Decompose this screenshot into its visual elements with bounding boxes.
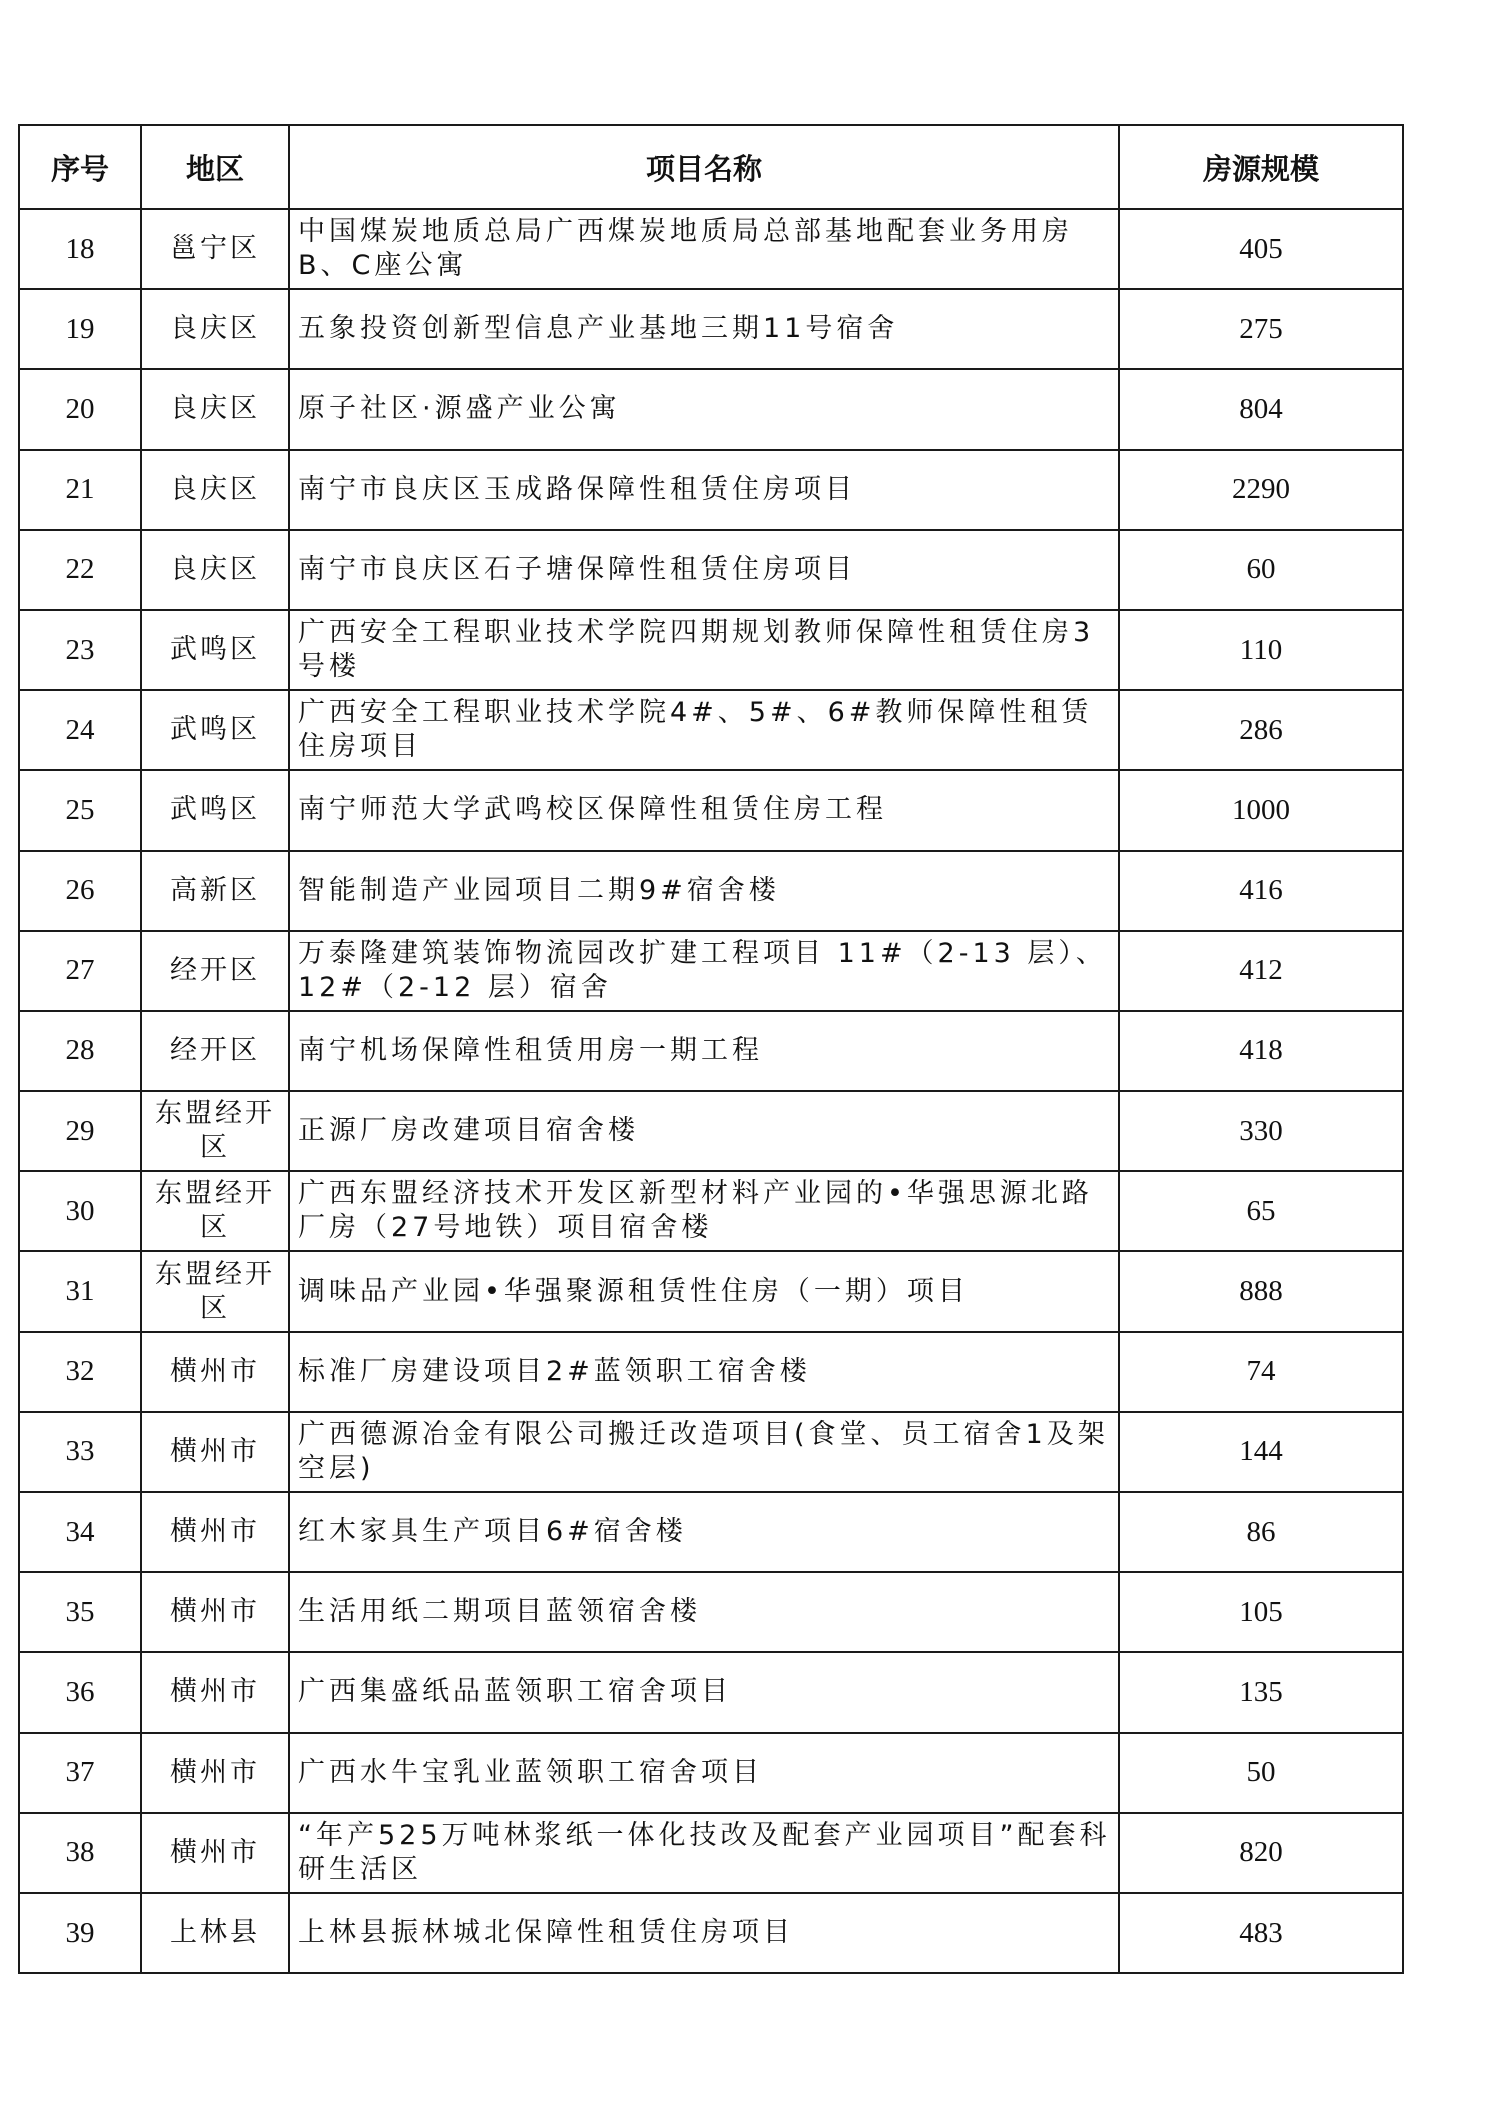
row-housing-scale: 483 — [1119, 1893, 1403, 1973]
row-region: 邕宁区 — [141, 209, 289, 289]
row-project-name: 南宁机场保障性租赁用房一期工程 — [289, 1011, 1119, 1091]
row-housing-scale: 1000 — [1119, 770, 1403, 850]
table-header — [19, 125, 1403, 209]
table-row — [19, 1412, 1403, 1492]
row-project-name: 调味品产业园•华强聚源租赁性住房（一期）项目 — [289, 1251, 1119, 1331]
row-serial-number: 35 — [19, 1572, 141, 1652]
table-row — [19, 1572, 1403, 1652]
header-housing-scale: 房源规模 — [1119, 125, 1403, 209]
housing-project-table — [18, 124, 1404, 1974]
row-region: 横州市 — [141, 1652, 289, 1732]
row-region: 武鸣区 — [141, 770, 289, 850]
row-housing-scale: 65 — [1119, 1171, 1403, 1251]
table-row — [19, 1011, 1403, 1091]
row-region: 横州市 — [141, 1813, 289, 1893]
table-row — [19, 1652, 1403, 1732]
row-housing-scale: 144 — [1119, 1412, 1403, 1492]
row-project-name: 广西安全工程职业技术学院四期规划教师保障性租赁住房3号楼 — [289, 610, 1119, 690]
row-housing-scale: 135 — [1119, 1652, 1403, 1732]
row-serial-number: 23 — [19, 610, 141, 690]
row-housing-scale: 105 — [1119, 1572, 1403, 1652]
row-serial-number: 38 — [19, 1813, 141, 1893]
table-row — [19, 1171, 1403, 1251]
row-project-name: 广西水牛宝乳业蓝领职工宿舍项目 — [289, 1733, 1119, 1813]
row-project-name: 南宁市良庆区玉成路保障性租赁住房项目 — [289, 450, 1119, 530]
row-project-name: 正源厂房改建项目宿舍楼 — [289, 1091, 1119, 1171]
table-row — [19, 289, 1403, 369]
row-serial-number: 39 — [19, 1893, 141, 1973]
row-project-name: 智能制造产业园项目二期9#宿舍楼 — [289, 851, 1119, 931]
row-region: 上林县 — [141, 1893, 289, 1973]
row-region: 经开区 — [141, 931, 289, 1011]
row-housing-scale: 330 — [1119, 1091, 1403, 1171]
table-row — [19, 1492, 1403, 1572]
row-serial-number: 26 — [19, 851, 141, 931]
row-project-name: 生活用纸二期项目蓝领宿舍楼 — [289, 1572, 1119, 1652]
table-row — [19, 931, 1403, 1011]
row-serial-number: 29 — [19, 1091, 141, 1171]
row-serial-number: 27 — [19, 931, 141, 1011]
row-region: 东盟经开区 — [141, 1171, 289, 1251]
header-serial-number: 序号 — [19, 125, 141, 209]
header-row — [19, 125, 1403, 209]
row-housing-scale: 275 — [1119, 289, 1403, 369]
row-serial-number: 37 — [19, 1733, 141, 1813]
row-region: 良庆区 — [141, 369, 289, 449]
table-row — [19, 851, 1403, 931]
row-housing-scale: 286 — [1119, 690, 1403, 770]
row-serial-number: 24 — [19, 690, 141, 770]
row-region: 良庆区 — [141, 450, 289, 530]
row-region: 经开区 — [141, 1011, 289, 1091]
row-project-name: 南宁市良庆区石子塘保障性租赁住房项目 — [289, 530, 1119, 610]
table-body — [19, 209, 1403, 1973]
row-housing-scale: 418 — [1119, 1011, 1403, 1091]
row-serial-number: 28 — [19, 1011, 141, 1091]
table-row — [19, 369, 1403, 449]
row-serial-number: 19 — [19, 289, 141, 369]
housing-project-table-sheet — [18, 124, 1402, 1974]
table-row — [19, 690, 1403, 770]
row-housing-scale: 50 — [1119, 1733, 1403, 1813]
table-row — [19, 1733, 1403, 1813]
row-region: 良庆区 — [141, 530, 289, 610]
row-serial-number: 22 — [19, 530, 141, 610]
row-region: 横州市 — [141, 1492, 289, 1572]
table-row — [19, 1251, 1403, 1331]
row-housing-scale: 888 — [1119, 1251, 1403, 1331]
row-project-name: 中国煤炭地质总局广西煤炭地质局总部基地配套业务用房B、C座公寓 — [289, 209, 1119, 289]
row-serial-number: 20 — [19, 369, 141, 449]
row-housing-scale: 110 — [1119, 610, 1403, 690]
row-serial-number: 36 — [19, 1652, 141, 1732]
row-serial-number: 34 — [19, 1492, 141, 1572]
table-row — [19, 209, 1403, 289]
table-row — [19, 1813, 1403, 1893]
row-housing-scale: 412 — [1119, 931, 1403, 1011]
row-region: 武鸣区 — [141, 610, 289, 690]
row-region: 横州市 — [141, 1733, 289, 1813]
row-project-name: 五象投资创新型信息产业基地三期11号宿舍 — [289, 289, 1119, 369]
table-row — [19, 610, 1403, 690]
header-project-name: 项目名称 — [289, 125, 1119, 209]
row-serial-number: 32 — [19, 1332, 141, 1412]
row-project-name: 原子社区·源盛产业公寓 — [289, 369, 1119, 449]
row-serial-number: 25 — [19, 770, 141, 850]
table-row — [19, 530, 1403, 610]
row-region: 横州市 — [141, 1572, 289, 1652]
row-project-name: “年产525万吨林浆纸一体化技改及配套产业园项目”配套科研生活区 — [289, 1813, 1119, 1893]
row-housing-scale: 820 — [1119, 1813, 1403, 1893]
row-housing-scale: 2290 — [1119, 450, 1403, 530]
row-housing-scale: 804 — [1119, 369, 1403, 449]
table-row — [19, 770, 1403, 850]
row-region: 高新区 — [141, 851, 289, 931]
table-row — [19, 1091, 1403, 1171]
row-project-name: 广西安全工程职业技术学院4#、5#、6#教师保障性租赁住房项目 — [289, 690, 1119, 770]
row-project-name: 广西东盟经济技术开发区新型材料产业园的•华强思源北路厂房（27号地铁）项目宿舍楼 — [289, 1171, 1119, 1251]
table-row — [19, 1893, 1403, 1973]
row-region: 东盟经开区 — [141, 1091, 289, 1171]
row-serial-number: 33 — [19, 1412, 141, 1492]
row-housing-scale: 405 — [1119, 209, 1403, 289]
header-region: 地区 — [141, 125, 289, 209]
row-project-name: 南宁师范大学武鸣校区保障性租赁住房工程 — [289, 770, 1119, 850]
row-serial-number: 21 — [19, 450, 141, 530]
row-region: 良庆区 — [141, 289, 289, 369]
table-row — [19, 1332, 1403, 1412]
row-housing-scale: 74 — [1119, 1332, 1403, 1412]
row-project-name: 红木家具生产项目6#宿舍楼 — [289, 1492, 1119, 1572]
row-project-name: 标准厂房建设项目2#蓝领职工宿舍楼 — [289, 1332, 1119, 1412]
row-region: 东盟经开区 — [141, 1251, 289, 1331]
row-housing-scale: 60 — [1119, 530, 1403, 610]
row-serial-number: 30 — [19, 1171, 141, 1251]
row-region: 横州市 — [141, 1412, 289, 1492]
row-project-name: 万泰隆建筑装饰物流园改扩建工程项目 11#（2-13 层）、12#（2-12 层）宿舍 — [289, 931, 1119, 1011]
row-serial-number: 31 — [19, 1251, 141, 1331]
row-housing-scale: 86 — [1119, 1492, 1403, 1572]
row-project-name: 广西集盛纸品蓝领职工宿舍项目 — [289, 1652, 1119, 1732]
row-housing-scale: 416 — [1119, 851, 1403, 931]
table-row — [19, 450, 1403, 530]
row-project-name: 上林县振林城北保障性租赁住房项目 — [289, 1893, 1119, 1973]
row-serial-number: 18 — [19, 209, 141, 289]
row-region: 武鸣区 — [141, 690, 289, 770]
row-project-name: 广西德源冶金有限公司搬迁改造项目(食堂、员工宿舍1及架空层) — [289, 1412, 1119, 1492]
row-region: 横州市 — [141, 1332, 289, 1412]
